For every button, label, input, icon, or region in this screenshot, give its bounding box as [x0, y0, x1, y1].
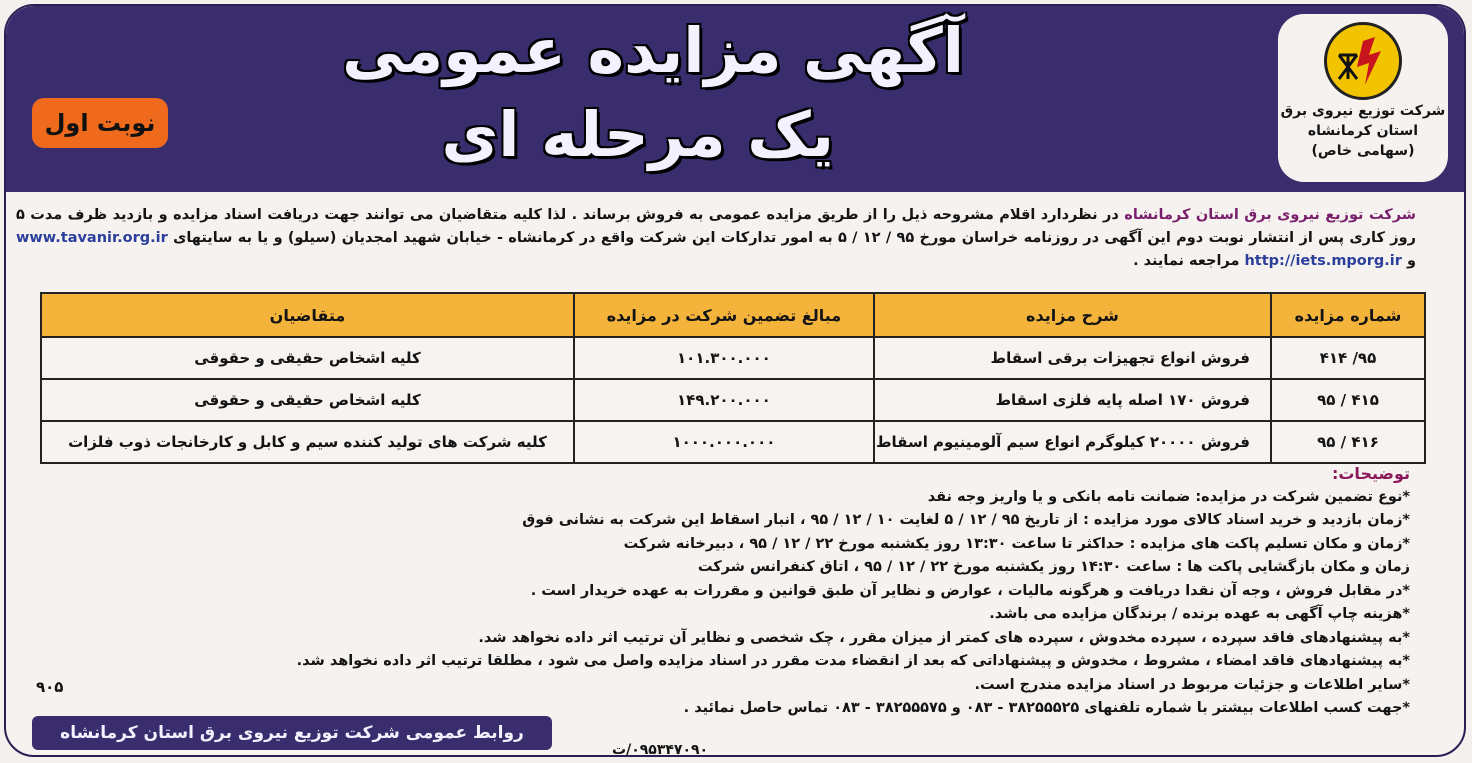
- cell-number: ۴۱۵ / ۹۵: [1271, 379, 1425, 421]
- cell-description: فروش ۲۰۰۰۰ کیلوگرم انواع سیم آلومینیوم اسقاط: [874, 421, 1271, 463]
- intro-paragraph: [16, 204, 1416, 273]
- iets-link[interactable]: http://iets.mporg.ir: [1244, 253, 1402, 269]
- col-header-description: شرح مزایده: [874, 293, 1271, 337]
- col-header-number: شماره مزایده: [1271, 293, 1425, 337]
- cell-description: فروش انواع تجهیزات برقی اسقاط: [874, 337, 1271, 379]
- col-header-amount: مبالغ تضمین شرکت در مزایده: [574, 293, 874, 337]
- col-header-applicants: متقاضیان: [41, 293, 574, 337]
- cell-applicants: کلیه شرکت های تولید کننده سیم و کابل و کارخانجات ذوب فلزات: [41, 421, 574, 463]
- cell-applicants: کلیه اشخاص حقیقی و حقوقی: [41, 337, 574, 379]
- note-item: *هزینه چاپ آگهی به عهده برنده / برندگان مزایده می باشد.: [989, 606, 1410, 622]
- note-item: *نوع تضمین شرکت در مزایده: ضمانت نامه بانکی و یا واریز وجه نقد: [927, 488, 1410, 505]
- cell-amount: ۱۰۰۰.۰۰۰.۰۰۰: [574, 421, 874, 463]
- notes-section: [296, 462, 1410, 721]
- intro-and: و: [1401, 253, 1416, 269]
- intro-company-name: شرکت توزیع نیروی برق استان کرمانشاه: [1124, 207, 1416, 223]
- notes-title: توضیحات:: [1331, 464, 1410, 483]
- note-item: *زمان و مکان تسلیم پاکت های مزایده : حداکثر تا ساعت ۱۳:۳۰ روز یکشنبه مورخ ۲۲ / ۱۲ / ۹۵ ، دبیرخانه شرکت: [623, 535, 1410, 552]
- note-item: *جهت کسب اطلاعات بیشتر با شماره تلفنهای ۳۸۲۵۵۵۲۵ - ۰۸۳ و ۳۸۲۵۵۵۷۵ - ۰۸۳ تماس حاصل نمائید .: [683, 700, 1410, 716]
- table-row: [41, 379, 1425, 421]
- cell-amount: ۱۰۱.۳۰۰.۰۰۰: [574, 337, 874, 379]
- company-name-line1: شرکت توزیع نیروی برق: [1280, 103, 1446, 119]
- header-banner: [6, 6, 1464, 192]
- page-title-line2: یک مرحله ای: [441, 98, 834, 171]
- ad-code: ۹۰۵: [36, 678, 64, 696]
- note-item: *به پیشنهادهای فاقد سپرده ، سپرده مخدوش ، سپرده های کمتر از میزان مقرر ، چک شخصی و نظایر آن ترتیب اثر داده نخواهد شد.: [478, 629, 1410, 646]
- note-item: *سایر اطلاعات و جزئیات مربوط در اسناد مزایده مندرج است.: [974, 676, 1410, 693]
- intro-text-part2: مراجعه نمایند .: [1133, 253, 1245, 269]
- company-name-line2: استان کرمانشاه: [1307, 123, 1419, 139]
- company-type: (سهامی خاص): [1311, 143, 1415, 159]
- page-title-line1: آگهی مزایده عمومی: [342, 14, 964, 87]
- note-item: زمان و مکان بازگشایی پاکت ها : ساعت ۱۴:۳۰ روز یکشنبه مورخ ۲۲ / ۱۲ / ۹۵ ، اتاق کنفرانس شرکت: [697, 559, 1410, 575]
- advertisement-frame: [4, 4, 1466, 757]
- tavanir-link[interactable]: www.tavanir.org.ir: [16, 230, 168, 246]
- table-row: [41, 421, 1425, 463]
- cell-amount: ۱۴۹.۲۰۰.۰۰۰: [574, 379, 874, 421]
- note-item: *در مقابل فروش ، وجه آن نقدا دریافت و هرگونه مالیات ، عوارض و نظایر آن طبق قوانین و مقررات به عهده خریدار است .: [530, 582, 1410, 599]
- cell-number: ۹۵/ ۴۱۴: [1271, 337, 1425, 379]
- company-logo-box: [1278, 14, 1448, 182]
- cell-number: ۴۱۶ / ۹۵: [1271, 421, 1425, 463]
- reference-number: ۰۹۵۳۴۷۰۹۰/ت: [612, 742, 709, 757]
- cell-applicants: کلیه اشخاص حقیقی و حقوقی: [41, 379, 574, 421]
- table-row: [41, 337, 1425, 379]
- edition-badge: نوبت اول: [32, 98, 168, 148]
- note-item: *به پیشنهادهای فاقد امضاء ، مشروط ، مخدوش و پیشنهاداتی که بعد از انقضاء مدت مقرر در اسناد مزایده واصل می شود ، مطلقا ترتیب اثر داده نخواهد شد.: [296, 653, 1410, 669]
- public-relations-footer: روابط عمومی شرکت توزیع نیروی برق استان کرمانشاه: [32, 716, 552, 750]
- intro-text-part1: در نظردارد اقلام مشروحه ذیل را از طریق مزایده عمومی به فروش برساند . لذا کلیه متقاضیان می توانند جهت دریافت اسناد مزایده و بازدید ظرف مدت ۵ روز کاری پس از انتشار نوبت دوم این آگهی در روزنامه خراسان مورخ ۹۵ / ۱۲ / ۵ به امور تدارکات این شرکت واقع در کرمانشاه - خیابان شهید امجدیان (سیلو) و یا به سایتهای: [16, 207, 1416, 246]
- table-header-row: [41, 293, 1425, 337]
- note-item: *زمان بازدید و خرید اسناد کالای مورد مزایده : از تاریخ ۹۵ / ۱۲ / ۵ لغایت ۱۰ / ۱۲ / ۹۵ ، انبار اسقاط این شرکت به نشانی فوق: [522, 512, 1410, 528]
- power-company-logo-icon: [1324, 22, 1402, 100]
- auction-table: [40, 292, 1426, 464]
- cell-description: فروش ۱۷۰ اصله پایه فلزی اسقاط: [874, 379, 1271, 421]
